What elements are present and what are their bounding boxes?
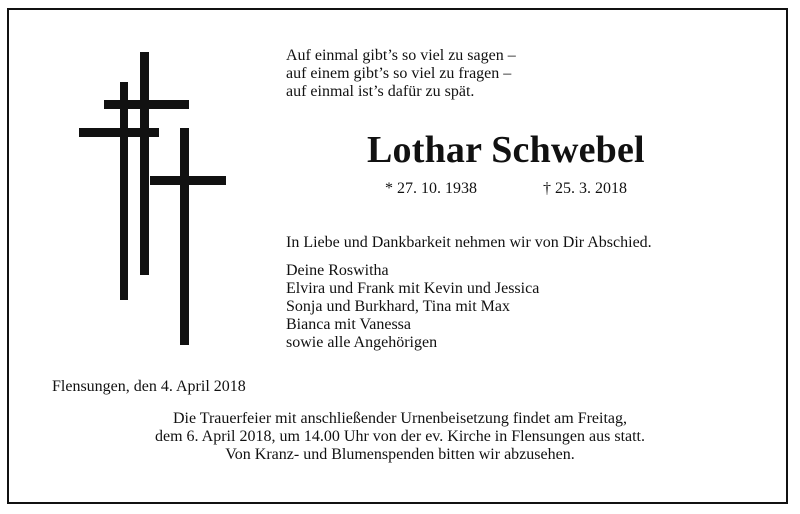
funeral-line: Von Kranz- und Blumenspenden bitten wir abzusehen. — [225, 446, 575, 463]
funeral-notice — [0, 410, 800, 464]
funeral-line: dem 6. April 2018, um 14.00 Uhr von der ev. Kirche in Flensungen aus statt. — [155, 428, 645, 445]
poem-line: Auf einmal gibt’s so viel zu sagen – — [286, 47, 516, 64]
mourners-list — [286, 262, 539, 352]
place-date: Flensungen, den 4. April 2018 — [52, 378, 246, 395]
mourner-line: Bianca mit Vanessa — [286, 316, 412, 333]
farewell-text: In Liebe und Dankbarkeit nehmen wir von Dir Abschied. — [286, 234, 652, 251]
poem-line: auf einmal ist’s dafür zu spät. — [286, 83, 475, 100]
mourner-line: Elvira und Frank mit Kevin und Jessica — [286, 280, 540, 297]
funeral-line: Die Trauerfeier mit anschließender Urnenbeisetzung findet am Freitag, — [172, 410, 628, 427]
mourner-line: Deine Roswitha — [286, 262, 389, 279]
poem — [286, 47, 516, 101]
death-date: † 25. 3. 2018 — [543, 180, 627, 197]
mourner-line: Sonja und Burkhard, Tina mit Max — [286, 298, 511, 315]
deceased-name: Lothar Schwebel — [367, 129, 645, 171]
mourner-line: sowie alle Angehörigen — [286, 334, 438, 351]
three-crosses-icon — [0, 0, 240, 360]
birth-date: * 27. 10. 1938 — [385, 180, 477, 197]
poem-line: auf einem gibt’s so viel zu fragen – — [286, 65, 512, 82]
